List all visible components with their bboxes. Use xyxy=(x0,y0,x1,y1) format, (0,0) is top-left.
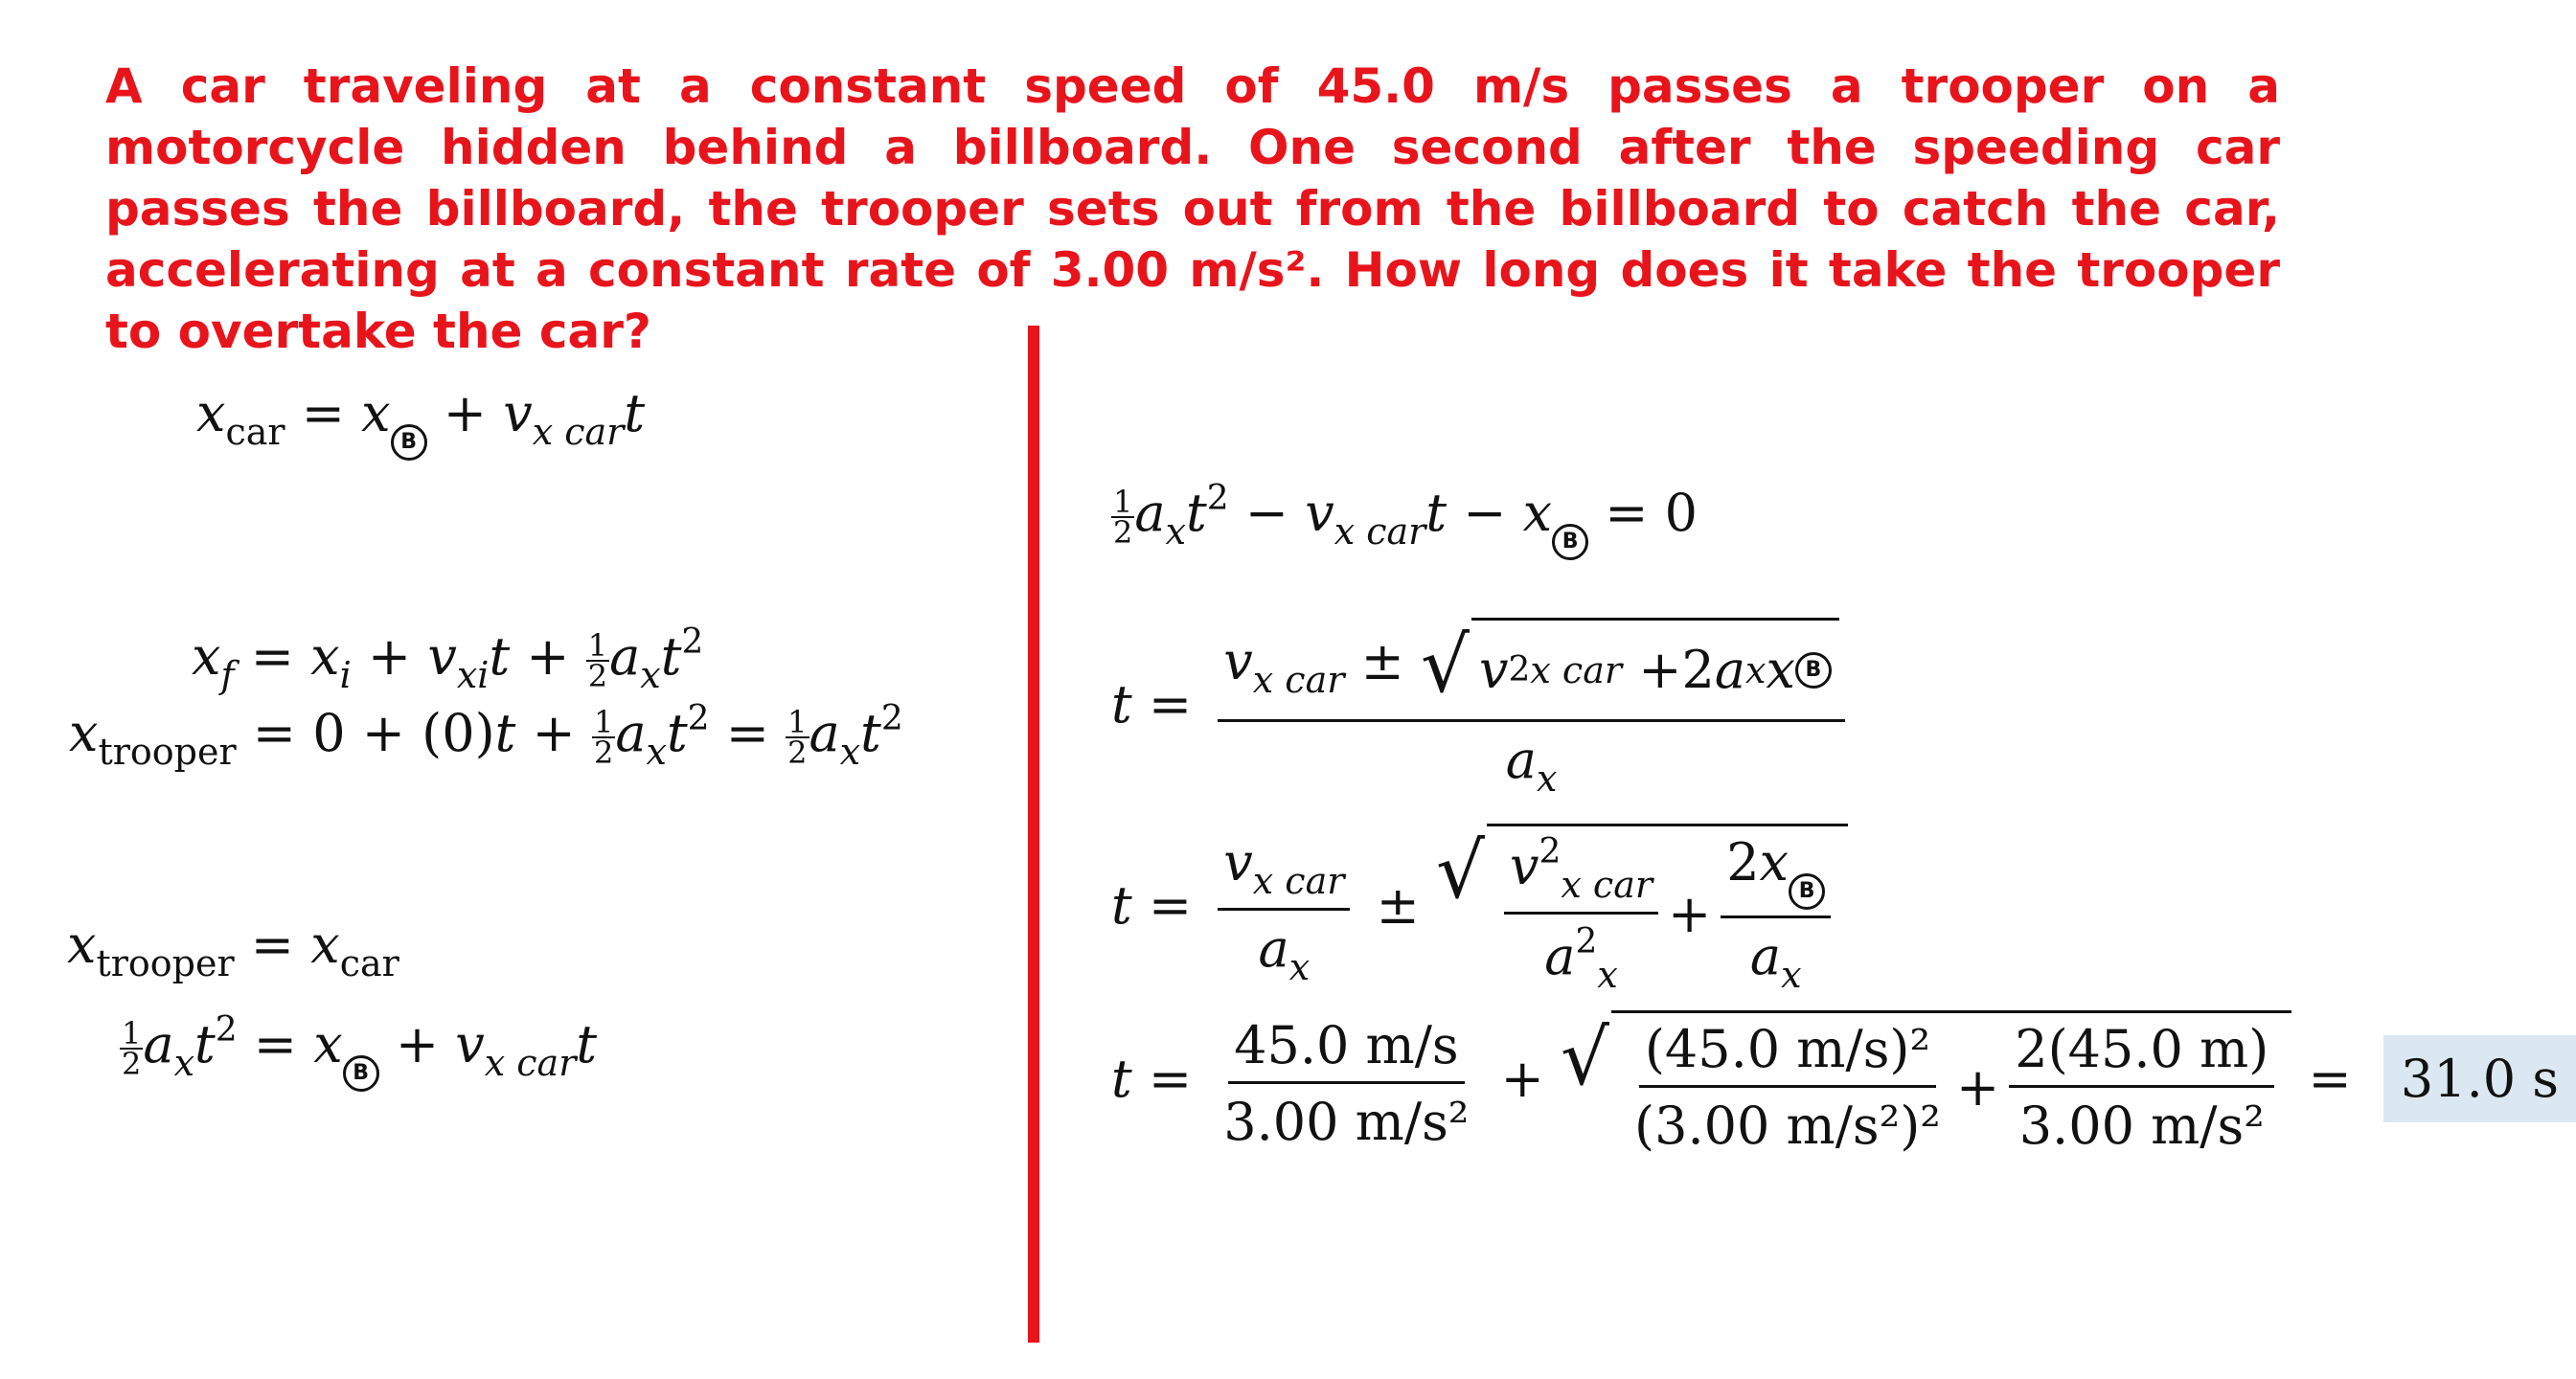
eq-quadratic: $\frac{1}{2}$ $a_xt^2 - v_{x car}t - x$ B = 0 xyxy=(1111,479,1698,560)
eq-kinematic-general: $x_f = x_i + v_{xi}t$ + $\frac{1}{2}$ $a_xt^2$ xyxy=(192,622,704,696)
eq-quadratic-formula: t = $v_{x car}$ ± √ v 2 x car + 2 a x x B $a_x$ xyxy=(1111,618,1855,800)
problem-statement: A car traveling at a constant speed of 45.0 m/s passes a trooper on a motorcycle hidden behind a billboard. One second after the speeding car passes the billboard, the trooper sets out from the billboard to catch the car, accelerating at a constant rate of 3.00 m/s². How long does it take the trooper to overtake the car? xyxy=(105,58,2280,359)
eq-simplified: t = $\frac{v_{x car}}{a_x}$ ± √ $\frac{v^2_{x car}}{a^2_x}$ + $\frac{\text{2x B}}{a_x}$ xyxy=(1111,824,1848,996)
eq-setup: $\frac{1}{2}$ $a_xt^2 = x$ $B + v_{x car}t$ xyxy=(120,1010,597,1092)
eq-numeric: t = $\frac{45.0 m/s}{\text{3.00 m/s²}}$ + √ $\frac{\text{(45.0 m/s)²}}{\text{(3.00 m/s²)²}}$ + $\frac{2(45.0 m)}{\text{3.00 m/s²}}$ = 31.0 s xyxy=(1111,1010,2576,1156)
eq-xcar-position: $x_{car} = x$ $B + v_{x car}t$ xyxy=(196,383,645,461)
answer-box: 31.0 s xyxy=(2383,1035,2576,1122)
red-divider xyxy=(1028,326,1039,1343)
eq-trooper-position: $x_{trooper} = 0 + (0)t$ + $\frac{1}{2}$ $a_xt^2$ = $\frac{1}{2}$ $a_xt^2$ xyxy=(69,699,903,773)
eq-trooper-equals-car: $x_{trooper} = x_{car}$ xyxy=(67,915,399,984)
